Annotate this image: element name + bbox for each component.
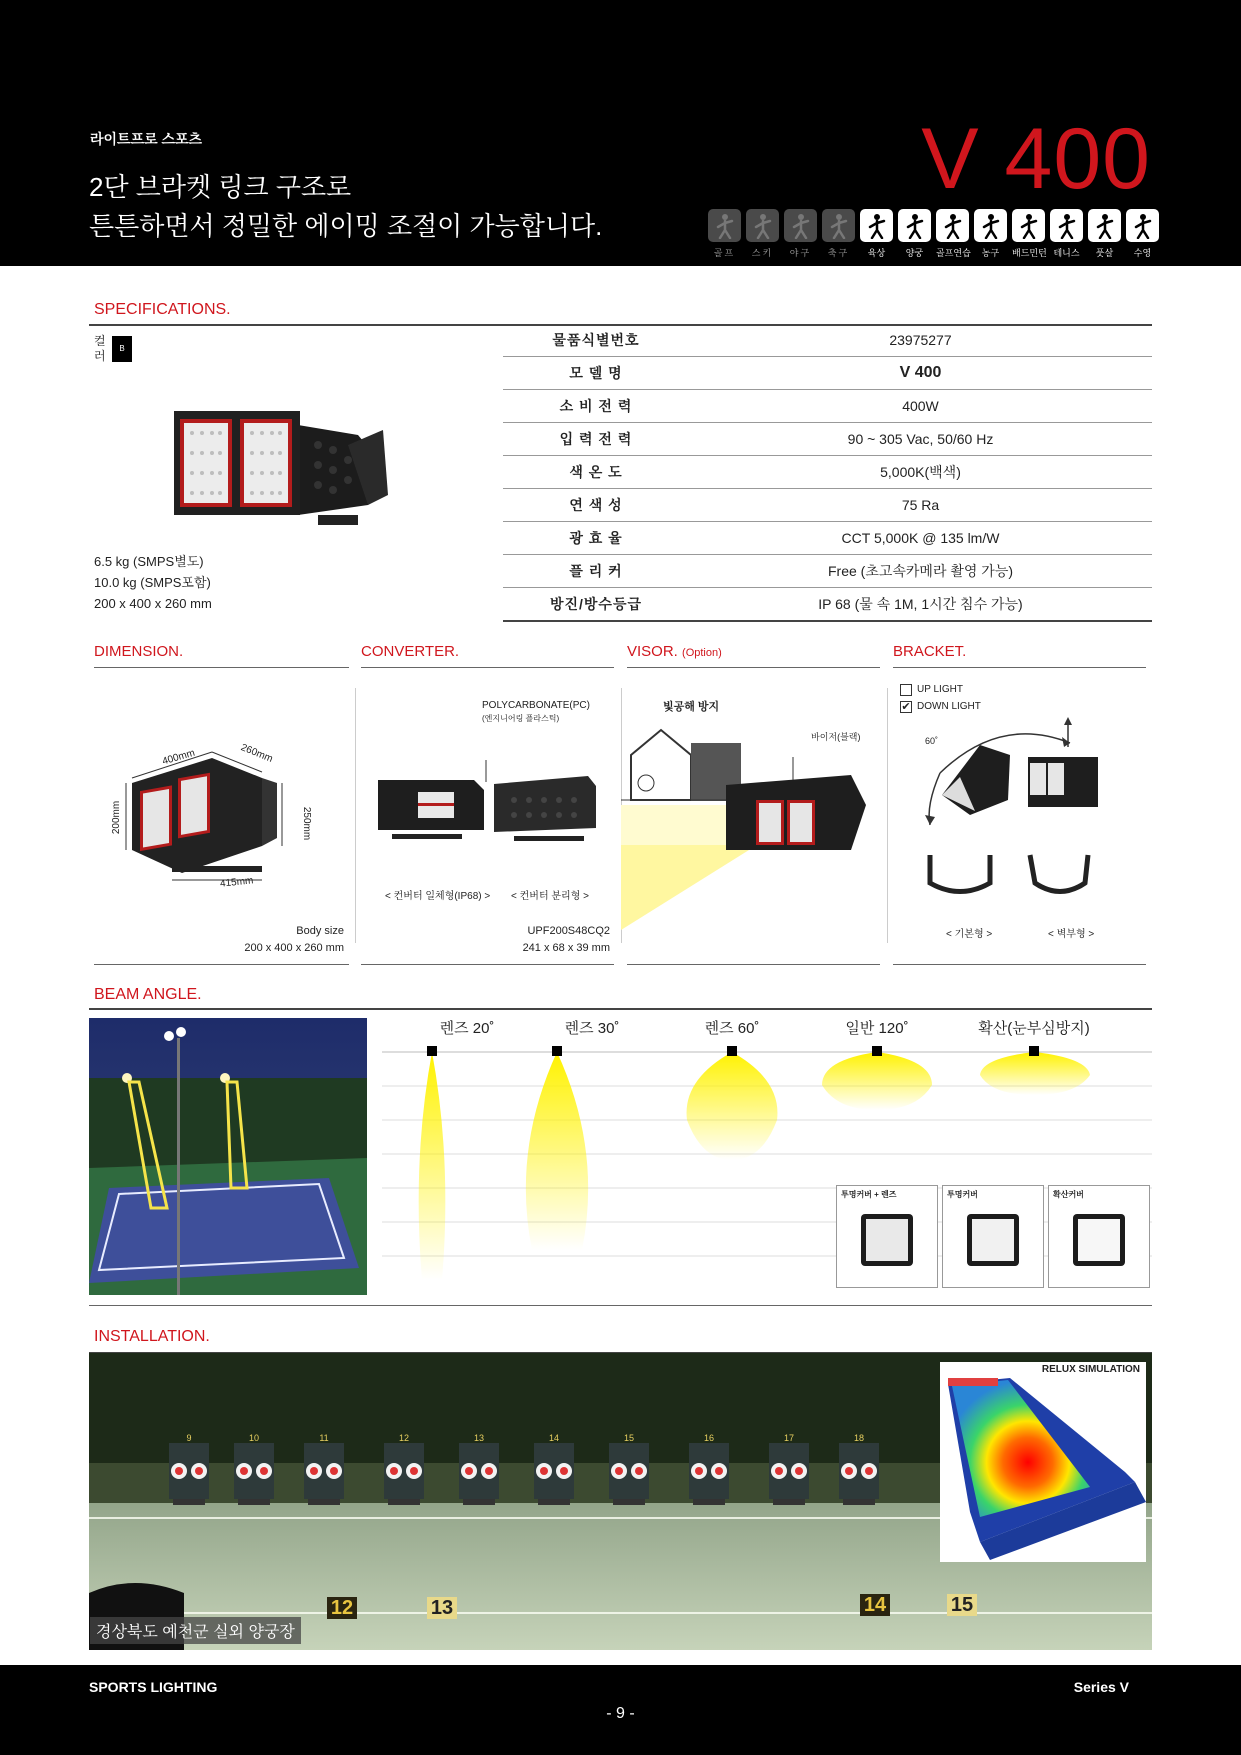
- spec-row: [503, 488, 1152, 521]
- archery-target: [384, 1433, 424, 1505]
- ground-number: 14: [860, 1594, 890, 1616]
- divider: [89, 1008, 1152, 1010]
- baseball-icon: [784, 209, 817, 242]
- target-number: 18: [853, 1433, 865, 1443]
- spec-row: [503, 389, 1152, 422]
- sport-label: 풋살: [1095, 248, 1114, 258]
- basketball-icon: [974, 209, 1007, 242]
- bracket-wall: < 벽부형 >: [1048, 929, 1095, 940]
- visor-caption: 빛공해 방지: [663, 701, 720, 713]
- brand-name: 라이트프로 스포츠: [90, 131, 203, 147]
- track-icon: [860, 209, 893, 242]
- divider: [361, 667, 614, 668]
- uplight-label: UP LIGHT: [917, 684, 963, 695]
- spec-row: [503, 324, 1152, 356]
- sport-item: [974, 209, 1007, 259]
- specifications-title: SPECIFICATIONS.: [94, 301, 231, 318]
- divider: [893, 667, 1146, 668]
- divider: [893, 964, 1146, 965]
- spec-table: [503, 324, 1152, 621]
- sport-item: [860, 209, 893, 259]
- diffuse-label: 확산(눈부심방지): [978, 1020, 1090, 1037]
- target-number: 13: [473, 1433, 485, 1443]
- ground-number: 12: [327, 1597, 357, 1619]
- dim-200: 200mm: [111, 800, 123, 835]
- tagline-line-1: 2단 브라켓 링크 구조로: [89, 172, 352, 202]
- visor-label: 바이저(블랙): [811, 732, 861, 742]
- target-number: 11: [319, 1433, 329, 1443]
- ground-number: 15: [947, 1594, 977, 1616]
- color-chip-black: B: [112, 336, 132, 362]
- page-number: - 9 -: [606, 1705, 635, 1722]
- divider: [627, 964, 880, 965]
- spec-value: Free (초고속카메라 촬영 가능): [689, 554, 1152, 587]
- tagline: [89, 168, 602, 246]
- archery-target: [839, 1433, 879, 1505]
- spec-key: 연 색 성: [503, 488, 689, 521]
- visor-option: (Option): [682, 647, 722, 659]
- beam-diffuse: [980, 1046, 1090, 1095]
- cover-clear-lens: [836, 1185, 938, 1288]
- target-number: 12: [398, 1433, 410, 1443]
- dim-260: 260mm: [239, 742, 275, 765]
- sport-label: 양궁: [905, 248, 924, 258]
- converter-integrated: < 컨버터 일체형(IP68) >: [385, 891, 491, 902]
- spec-row: [503, 356, 1152, 389]
- body-size-label: Body size: [296, 925, 344, 937]
- lens-30-label: 렌즈 30˚: [564, 1020, 620, 1037]
- archery-target: [234, 1433, 274, 1505]
- relux-simulation: [940, 1362, 1146, 1562]
- spec-value: 400W: [689, 389, 1152, 422]
- archery-target: [459, 1433, 499, 1505]
- footer-series: Series V: [1073, 1679, 1129, 1695]
- spec-weights: [94, 551, 212, 614]
- relux-heatmap: [940, 1362, 1146, 1562]
- cover-clear-lens-image: [861, 1214, 913, 1266]
- visor-title: [627, 643, 722, 660]
- converter-spec: [460, 923, 610, 957]
- converter-material: POLYCARBONATE(PC): [482, 700, 590, 711]
- sport-item: [784, 209, 817, 259]
- sport-item: [746, 209, 779, 259]
- converter-title: CONVERTER.: [361, 643, 460, 660]
- beam-60: [687, 1046, 778, 1160]
- archery-target: [304, 1433, 344, 1505]
- badminton-icon: [1012, 209, 1045, 242]
- spec-value: CCT 5,000K @ 135 lm/W: [689, 521, 1152, 554]
- divider: [89, 1305, 1152, 1306]
- archery-target: [534, 1433, 574, 1505]
- installation-title: INSTALLATION.: [94, 1328, 210, 1345]
- sport-icon-row: [708, 209, 1159, 259]
- divider: [94, 964, 349, 965]
- product-size: 200 x 400 x 260 mm: [94, 596, 212, 611]
- golf-icon: [708, 209, 741, 242]
- archery-target: [689, 1433, 729, 1505]
- sport-label: 배드민턴: [1012, 248, 1047, 258]
- divider: [503, 620, 1152, 622]
- archery-target: [169, 1433, 209, 1505]
- futsal-icon: [1088, 209, 1121, 242]
- sport-label: 농구: [981, 248, 1000, 258]
- body-size-value: 200 x 400 x 260 mm: [244, 942, 344, 954]
- sport-label: 골프연습: [936, 248, 971, 258]
- beam-20: [419, 1046, 446, 1280]
- cover-clear-image: [967, 1214, 1019, 1266]
- color-label: 컬러: [94, 334, 106, 363]
- weight-with-smps: 10.0 kg (SMPS포함): [94, 575, 211, 590]
- lens-20-label: 렌즈 20˚: [439, 1020, 495, 1037]
- tennis-icon: [1050, 209, 1083, 242]
- relux-simulation-label: RELUX SIMULATION: [1041, 1364, 1140, 1375]
- archery-target: [769, 1433, 809, 1505]
- dimension-title: DIMENSION.: [94, 643, 184, 660]
- target-number: 9: [186, 1433, 192, 1443]
- sport-label: 육상: [867, 248, 886, 258]
- golf-practice-icon: [936, 209, 969, 242]
- swimming-icon: [1126, 209, 1159, 242]
- divider: [361, 964, 614, 965]
- dim-415: 415mm: [219, 875, 254, 890]
- visor-title-text: VISOR.: [627, 643, 678, 660]
- spec-value: IP 68 (물 속 1M, 1시간 침수 가능): [689, 587, 1152, 620]
- cover-clear: [942, 1185, 1044, 1288]
- body-size: [190, 923, 344, 957]
- sport-item: [1012, 209, 1045, 259]
- sport-item: [1050, 209, 1083, 259]
- sport-item: [708, 209, 741, 259]
- sport-label: 축구: [827, 248, 850, 258]
- target-number: 10: [248, 1433, 260, 1443]
- sport-item: [822, 209, 855, 259]
- spec-value: 75 Ra: [689, 488, 1152, 521]
- product-image: [168, 405, 390, 530]
- spec-value: 5,000K(백색): [689, 455, 1152, 488]
- bracket-title: BRACKET.: [893, 643, 967, 660]
- archery-icon: [898, 209, 931, 242]
- bracket-angle: 60˚: [925, 736, 939, 746]
- target-number: 14: [548, 1433, 560, 1443]
- cover-diffuse: [1048, 1185, 1150, 1288]
- downlight-checkbox-checked: ✔: [901, 701, 911, 713]
- beam-30: [526, 1046, 588, 1250]
- spec-key: 물품식별번호: [503, 324, 689, 356]
- target-number: 15: [623, 1433, 635, 1443]
- target-number: 16: [703, 1433, 715, 1443]
- tagline-line-2: 튼튼하면서 정밀한 에이밍 조절이 가능합니다.: [89, 211, 603, 241]
- divider: [355, 688, 356, 943]
- dim-250: 250mm: [301, 806, 313, 841]
- spec-row: [503, 554, 1152, 587]
- page-header: [0, 0, 1241, 266]
- sport-label: 수영: [1133, 248, 1152, 258]
- beam-angle-title: BEAM ANGLE.: [94, 986, 202, 1003]
- bracket-drawing: [920, 715, 1120, 915]
- spec-key: 모 델 명: [503, 356, 689, 389]
- dimension-drawing: [112, 738, 322, 888]
- sport-item: [1088, 209, 1121, 259]
- converter-drawing: [374, 760, 600, 850]
- cover-diffuse-label: 확산커버: [1053, 1190, 1084, 1199]
- tennis-court-photo: [89, 1018, 367, 1295]
- ground-number: 13: [427, 1597, 457, 1619]
- converter-model: UPF200S48CQ2: [527, 925, 610, 937]
- spec-key: 방진/방수등급: [503, 587, 689, 620]
- weight-without-smps: 6.5 kg (SMPS별도): [94, 554, 204, 569]
- normal-120-label: 일반 120˚: [845, 1020, 909, 1037]
- spec-key: 색 온 도: [503, 455, 689, 488]
- visor-drawing: [621, 725, 881, 930]
- page-footer: [0, 1665, 1241, 1755]
- spec-row: [503, 521, 1152, 554]
- divider: [627, 667, 880, 668]
- model-title: V 400: [921, 111, 1151, 207]
- sport-item: [898, 209, 931, 259]
- spec-row: [503, 422, 1152, 455]
- cover-diffuse-image: [1073, 1214, 1125, 1266]
- sport-item: [936, 209, 969, 259]
- spec-key: 플 리 커: [503, 554, 689, 587]
- spec-key: 광 효 율: [503, 521, 689, 554]
- sport-label: 야구: [789, 248, 812, 258]
- ski-icon: [746, 209, 779, 242]
- dim-400: 400mm: [161, 747, 197, 768]
- lens-60-label: 렌즈 60˚: [704, 1020, 760, 1037]
- soccer-icon: [822, 209, 855, 242]
- cover-clear-label: 투명커버: [947, 1190, 978, 1199]
- downlight-label: DOWN LIGHT: [917, 701, 981, 712]
- archery-target: [609, 1433, 649, 1505]
- cover-clear-lens-label: 투명커버 + 렌즈: [841, 1190, 897, 1199]
- converter-size: 241 x 68 x 39 mm: [522, 942, 610, 954]
- bracket-basic: < 기본형 >: [946, 929, 993, 940]
- beam-120: [822, 1046, 932, 1110]
- converter-separated: < 컨버터 분리형 >: [511, 891, 589, 902]
- sport-item: [1126, 209, 1159, 259]
- sport-label: 테니스: [1053, 248, 1080, 258]
- spec-value: V 400: [689, 356, 1152, 389]
- divider: [94, 667, 349, 668]
- sport-label: 스키: [751, 248, 774, 258]
- sport-label: 골프: [713, 248, 736, 258]
- installation-caption: 경상북도 예천군 실외 양궁장: [90, 1617, 301, 1644]
- divider: [887, 688, 888, 943]
- spec-row: [503, 587, 1152, 620]
- spec-value: 90 ~ 305 Vac, 50/60 Hz: [689, 422, 1152, 455]
- converter-material-sub: (엔지니어링 플라스틱): [482, 714, 560, 723]
- target-number: 17: [783, 1433, 795, 1443]
- spec-row: [503, 455, 1152, 488]
- spec-key: 입 력 전 력: [503, 422, 689, 455]
- spec-value: 23975277: [689, 324, 1152, 356]
- footer-category: SPORTS LIGHTING: [89, 1679, 218, 1695]
- uplight-checkbox: [900, 684, 912, 696]
- spec-key: 소 비 전 력: [503, 389, 689, 422]
